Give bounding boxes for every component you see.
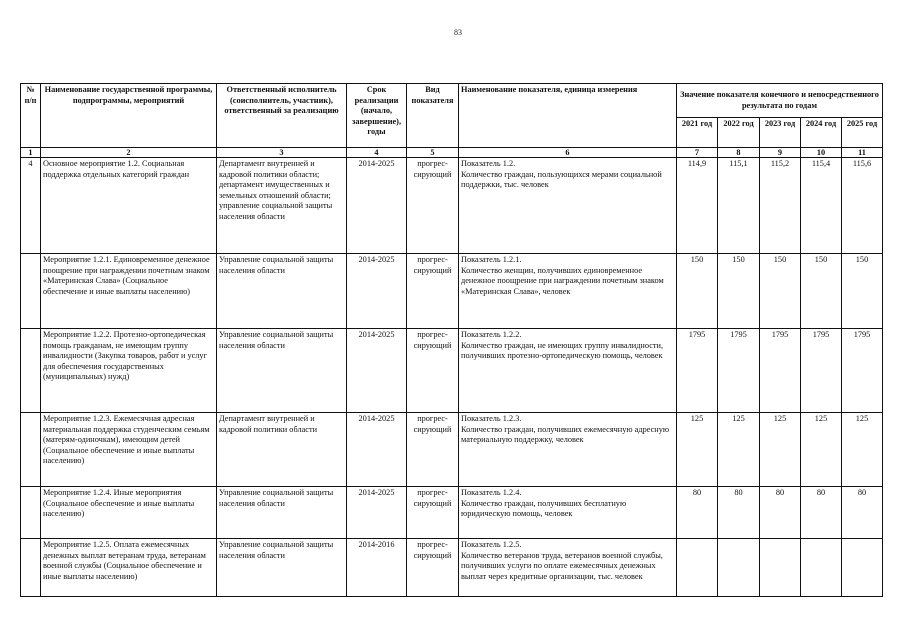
header-executor: Ответственный исполнитель (соисполнитель, участник), ответственный за реализацию <box>217 84 347 148</box>
header-year-2022: 2022 год <box>718 118 760 148</box>
value-2021: 125 <box>677 413 718 487</box>
value-2024: 115,4 <box>801 158 842 254</box>
value-2021: 114,9 <box>677 158 718 254</box>
table-row <box>21 487 883 539</box>
implementation-period: 2014-2025 <box>347 254 407 329</box>
measure-name: Мероприятие 1.2.2. Протезно-ортопедическая помощь гражданам, не имеющим группу инвалидности (Закупка товаров, работ и услуг для обеспечения государственных (муниципальных) нужд) <box>41 329 217 413</box>
value-2021: 1795 <box>677 329 718 413</box>
row-number <box>21 413 41 487</box>
table-row <box>21 158 883 254</box>
implementation-period: 2014-2025 <box>347 329 407 413</box>
program-table <box>20 83 883 597</box>
indicator-type: прогрес-сирующий <box>407 329 459 413</box>
indicator-cell <box>459 487 677 539</box>
value-2025: 115,6 <box>842 158 883 254</box>
measure-name: Основное мероприятие 1.2. Социальная поддержка отдельных категорий граждан <box>41 158 217 254</box>
indicator-description: Количество ветеранов труда, ветеранов военной службы, получивших услуги по оплате ежемесячных денежных выплат через кредитные организации, тыс. человек <box>461 550 663 581</box>
value-2025: 150 <box>842 254 883 329</box>
responsible-executor: Управление социальной защиты населения области <box>217 539 347 597</box>
value-2025: 125 <box>842 413 883 487</box>
column-number: 6 <box>459 148 677 158</box>
indicator-type: прогрес-сирующий <box>407 254 459 329</box>
column-number: 11 <box>842 148 883 158</box>
implementation-period: 2014-2016 <box>347 539 407 597</box>
value-2024 <box>801 539 842 597</box>
implementation-period: 2014-2025 <box>347 158 407 254</box>
indicator-cell <box>459 158 677 254</box>
column-number-row <box>21 148 883 158</box>
value-2023: 150 <box>760 254 801 329</box>
implementation-period: 2014-2025 <box>347 413 407 487</box>
value-2024: 1795 <box>801 329 842 413</box>
value-2021: 80 <box>677 487 718 539</box>
indicator-cell <box>459 329 677 413</box>
header-program-name: Наименование государственной программы, подпрограммы, мероприятий <box>41 84 217 148</box>
row-number <box>21 254 41 329</box>
value-2022: 80 <box>718 487 760 539</box>
indicator-cell <box>459 539 677 597</box>
implementation-period: 2014-2025 <box>347 487 407 539</box>
value-2024: 150 <box>801 254 842 329</box>
column-number: 9 <box>760 148 801 158</box>
measure-name: Мероприятие 1.2.1. Единовременное денежное поощрение при награждении почетным знаком «Материнская Слава» (Социальное обеспечение и иные выплаты населению) <box>41 254 217 329</box>
header-year-2023: 2023 год <box>760 118 801 148</box>
header-values-group: Значение показателя конечного и непосредственного результата по годам <box>677 84 883 118</box>
indicator-description: Количество женщин, получивших единовременное денежное поощрение при награждении почетным знаком «Материнская Слава», человек <box>461 265 664 296</box>
value-2023: 1795 <box>760 329 801 413</box>
page-number: 83 <box>454 28 462 37</box>
row-number <box>21 539 41 597</box>
table-row <box>21 413 883 487</box>
header-year-2024: 2024 год <box>801 118 842 148</box>
value-2023: 115,2 <box>760 158 801 254</box>
value-2024: 125 <box>801 413 842 487</box>
value-2025: 1795 <box>842 329 883 413</box>
indicator-cell <box>459 254 677 329</box>
responsible-executor: Управление социальной защиты населения области <box>217 254 347 329</box>
value-2025: 80 <box>842 487 883 539</box>
measure-name: Мероприятие 1.2.5. Оплата ежемесячных денежных выплат ветеранам труда, ветеранам военной службы (Социальное обеспечение и иные выплаты населению) <box>41 539 217 597</box>
header-period: Срок реализации (начало, завершение), годы <box>347 84 407 148</box>
indicator-description: Количество граждан, получивших бесплатную юридическую помощь, человек <box>461 498 627 519</box>
column-number: 3 <box>217 148 347 158</box>
value-2025 <box>842 539 883 597</box>
value-2022: 115,1 <box>718 158 760 254</box>
value-2021: 150 <box>677 254 718 329</box>
header-year-2025: 2025 год <box>842 118 883 148</box>
indicator-cell <box>459 413 677 487</box>
value-2022: 125 <box>718 413 760 487</box>
value-2024: 80 <box>801 487 842 539</box>
responsible-executor: Департамент внутренней и кадровой политики области; департамент имущественных и земельных отношений области; управление социальной защиты населения области <box>217 158 347 254</box>
value-2022: 150 <box>718 254 760 329</box>
table-row <box>21 539 883 597</box>
value-2022 <box>718 539 760 597</box>
header-no: № п/п <box>21 84 41 148</box>
row-number <box>21 487 41 539</box>
indicator-title: Показатель 1.2.3. <box>461 414 522 423</box>
indicator-title: Показатель 1.2.2. <box>461 330 522 339</box>
responsible-executor: Управление социальной защиты населения области <box>217 487 347 539</box>
value-2021 <box>677 539 718 597</box>
indicator-title: Показатель 1.2. <box>461 159 516 168</box>
value-2023 <box>760 539 801 597</box>
measure-name: Мероприятие 1.2.4. Иные мероприятия (Социальное обеспечение и иные выплаты населению) <box>41 487 217 539</box>
indicator-description: Количество граждан, получивших ежемесячную адресную материальную поддержку, человек <box>461 424 670 445</box>
header-year-2021: 2021 год <box>677 118 718 148</box>
column-number: 8 <box>718 148 760 158</box>
row-number: 4 <box>21 158 41 254</box>
row-number <box>21 329 41 413</box>
header-indicator-name: Наименование показателя, единица измерения <box>459 84 677 148</box>
column-number: 4 <box>347 148 407 158</box>
indicator-description: Количество граждан, не имеющих группу инвалидности, получивших протезно-ортопедическую помощь, человек <box>461 340 664 361</box>
column-number: 1 <box>21 148 41 158</box>
indicator-type: прогрес-сирующий <box>407 413 459 487</box>
indicator-description: Количество граждан, пользующихся мерами социальной поддержки, тыс. человек <box>461 169 662 190</box>
header-indicator-type: Вид показателя <box>407 84 459 148</box>
indicator-type: прогрес-сирующий <box>407 539 459 597</box>
column-number: 5 <box>407 148 459 158</box>
value-2023: 125 <box>760 413 801 487</box>
indicator-title: Показатель 1.2.5. <box>461 540 522 549</box>
indicator-title: Показатель 1.2.1. <box>461 255 522 264</box>
responsible-executor: Департамент внутренней и кадровой политики области <box>217 413 347 487</box>
indicator-title: Показатель 1.2.4. <box>461 488 522 497</box>
indicator-type: прогрес-сирующий <box>407 487 459 539</box>
column-number: 10 <box>801 148 842 158</box>
indicator-type: прогрес-сирующий <box>407 158 459 254</box>
column-number: 2 <box>41 148 217 158</box>
responsible-executor: Управление социальной защиты населения области <box>217 329 347 413</box>
measure-name: Мероприятие 1.2.3. Ежемесячная адресная материальная поддержка студенческим семьям (матерям-одиночкам), имеющим детей (Социальное обеспечение и иные выплаты населению) <box>41 413 217 487</box>
column-number: 7 <box>677 148 718 158</box>
value-2022: 1795 <box>718 329 760 413</box>
table-row <box>21 254 883 329</box>
table-row <box>21 329 883 413</box>
value-2023: 80 <box>760 487 801 539</box>
